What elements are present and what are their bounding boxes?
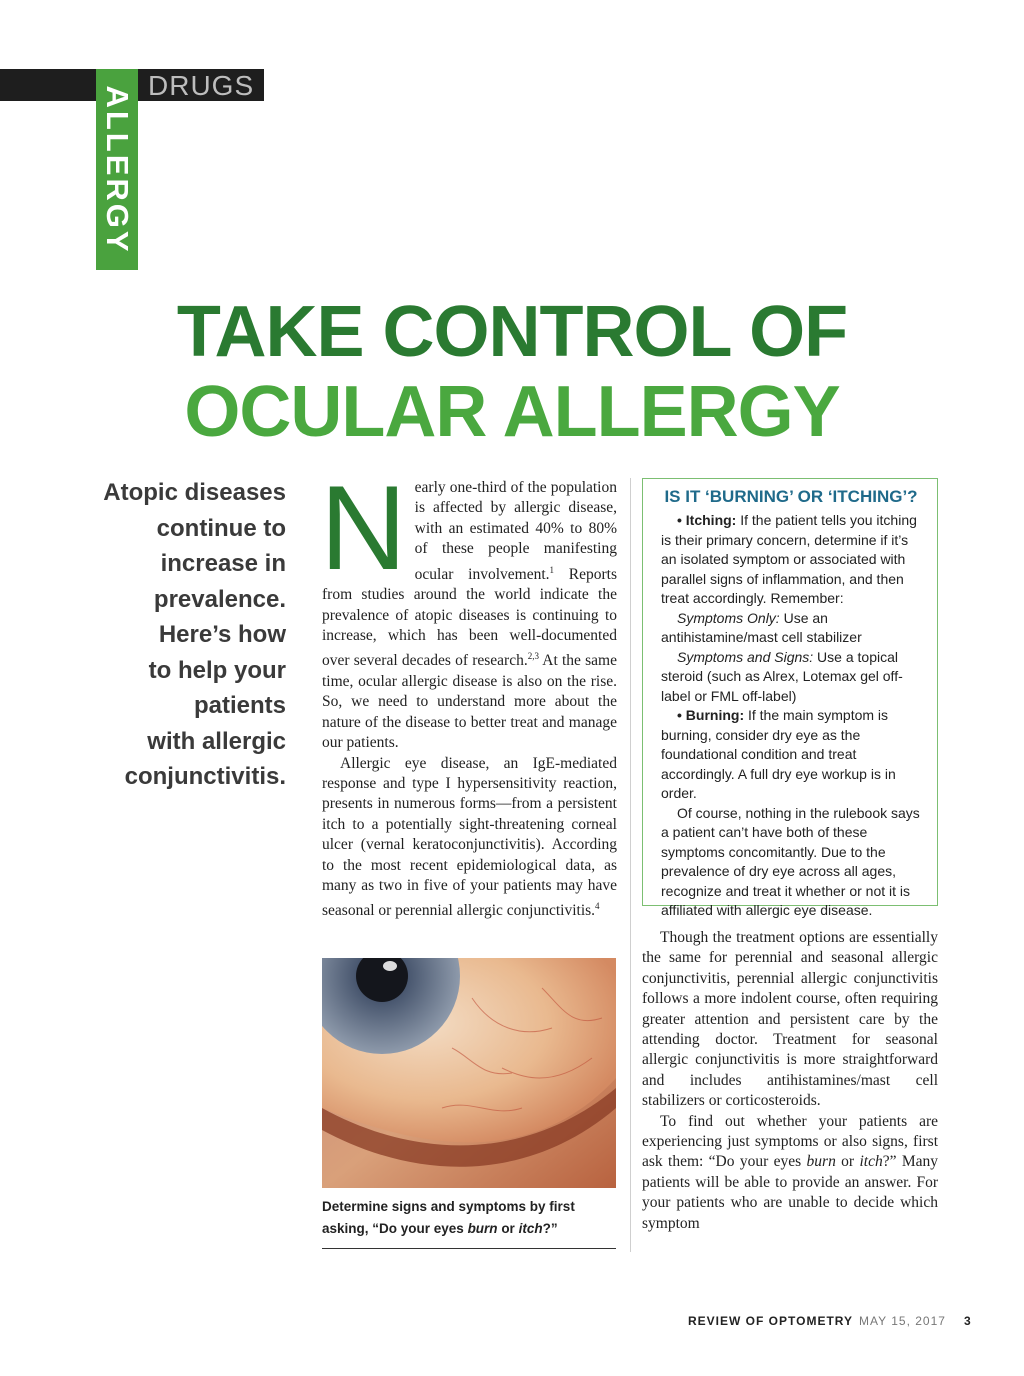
page-number: 3: [963, 1314, 971, 1328]
sidebar-paragraph: • Itching: If the patient tells you itching is their primary concern, determine if it’s an isolated symptom or associated with parallel signs of inflammation, and then treat accordingly. Remember:: [661, 512, 917, 606]
deck-line: to help your: [148, 656, 286, 684]
headline-line-2: OCULAR ALLERGY: [184, 372, 840, 452]
deck-text: [40, 475, 286, 795]
deck-line: increase in: [160, 550, 286, 577]
body-paragraph: To find out whether your patients are experiencing just symptoms or also signs, first ask them: “Do your eyes burn or itch?” Many patients will be able to provide an answer. For your patients who are unable to decide which symptom: [642, 1112, 938, 1232]
deck-line: with allergic: [147, 727, 286, 755]
photo-caption: Determine signs and symptoms by first asking, “Do your eyes burn or itch?”: [322, 1199, 575, 1236]
headline-line-1: TAKE CONTROL OF: [176, 292, 848, 372]
category-tab: [96, 69, 138, 270]
body-paragraph: early one-third of the population is affected by allergic disease, with an estimated 40% to 80% of these people manifesting ocular involvement.$^1$ Reports from studies around the world indicate the prevalence of atopic diseases is continuing to increase, which has been well-documented over several decades of research.$^{2,3}$ At the same time, ocular allergic disease is also on the rise. So, we need to understand more about the nature of the disease to better treat and manage our patients.: [322, 479, 618, 752]
category-tab-label: ALLERGY: [100, 84, 135, 255]
drop-cap: N: [320, 461, 407, 595]
eye-photo: [322, 958, 616, 1188]
body-column-3: [642, 928, 938, 1234]
eye-photo-illustration: [322, 958, 616, 1188]
deck-line: prevalence.: [153, 585, 286, 613]
sidebar-title: IS IT ‘BURNING’ OR ‘ITCHING’?: [664, 487, 918, 506]
deck-line: continue to: [156, 514, 286, 542]
headline: [0, 292, 1024, 452]
deck-line: conjunctivitis.: [124, 763, 286, 790]
sidebar-box: [642, 478, 938, 918]
deck-line: patients: [193, 692, 286, 719]
publication-name: REVIEW OF OPTOMETRY: [688, 1314, 854, 1328]
sidebar-paragraph: Symptoms and Signs: Use a topical steroid (such as Alrex, Lotemax gel off-label or FML off-label): [661, 648, 903, 704]
caption-rule: [322, 1248, 616, 1249]
sidebar-paragraph: • Burning: If the main symptom is burning, consider dry eye as the foundational condition and treat accordingly. A full dry eye workup is in order.: [661, 707, 896, 801]
body-column-1: [320, 461, 618, 922]
body-paragraph: Though the treatment options are essentially the same for perennial and seasonal allergic conjunctivitis, perennial allergic conjunctivitis follows a more indolent course, often requiring greater attention and persistent care by the attending doctor. Treatment for seasonal allergic conjunctivitis is more straightforward and includes antihistamines/mast cell stabilizers or corticosteroids.: [642, 929, 938, 1110]
sidebar-paragraph: Symptoms Only: Use an antihistamine/mast cell stabilizer: [661, 609, 862, 645]
deck-line: Atopic diseases: [103, 479, 286, 506]
deck-line: Here’s how: [158, 621, 286, 648]
body-paragraph: Allergic eye disease, an IgE-mediated response and type I hypersensitivity reaction, presents in numerous forms—from a persistent itch to a potentially sight-threatening corneal ulcer (vernal keratoconjunctivitis). According to the most recent epidemiological data, as many as two in five of your patients may have seasonal or perennial allergic conjunctivitis.$^4$: [322, 754, 617, 920]
page-footer: [688, 1313, 970, 1329]
issue-date: MAY 15, 2017: [859, 1314, 946, 1328]
sidebar-paragraph: Of course, nothing in the rulebook says a patient can’t have both of these symptoms concomitantly. Due to the prevalence of dry eye across all ages, recognize and treat it whether or not it is affiliated with allergic eye disease.: [661, 804, 920, 918]
column-divider: [630, 478, 631, 1252]
section-label: DRUGS: [148, 70, 255, 101]
